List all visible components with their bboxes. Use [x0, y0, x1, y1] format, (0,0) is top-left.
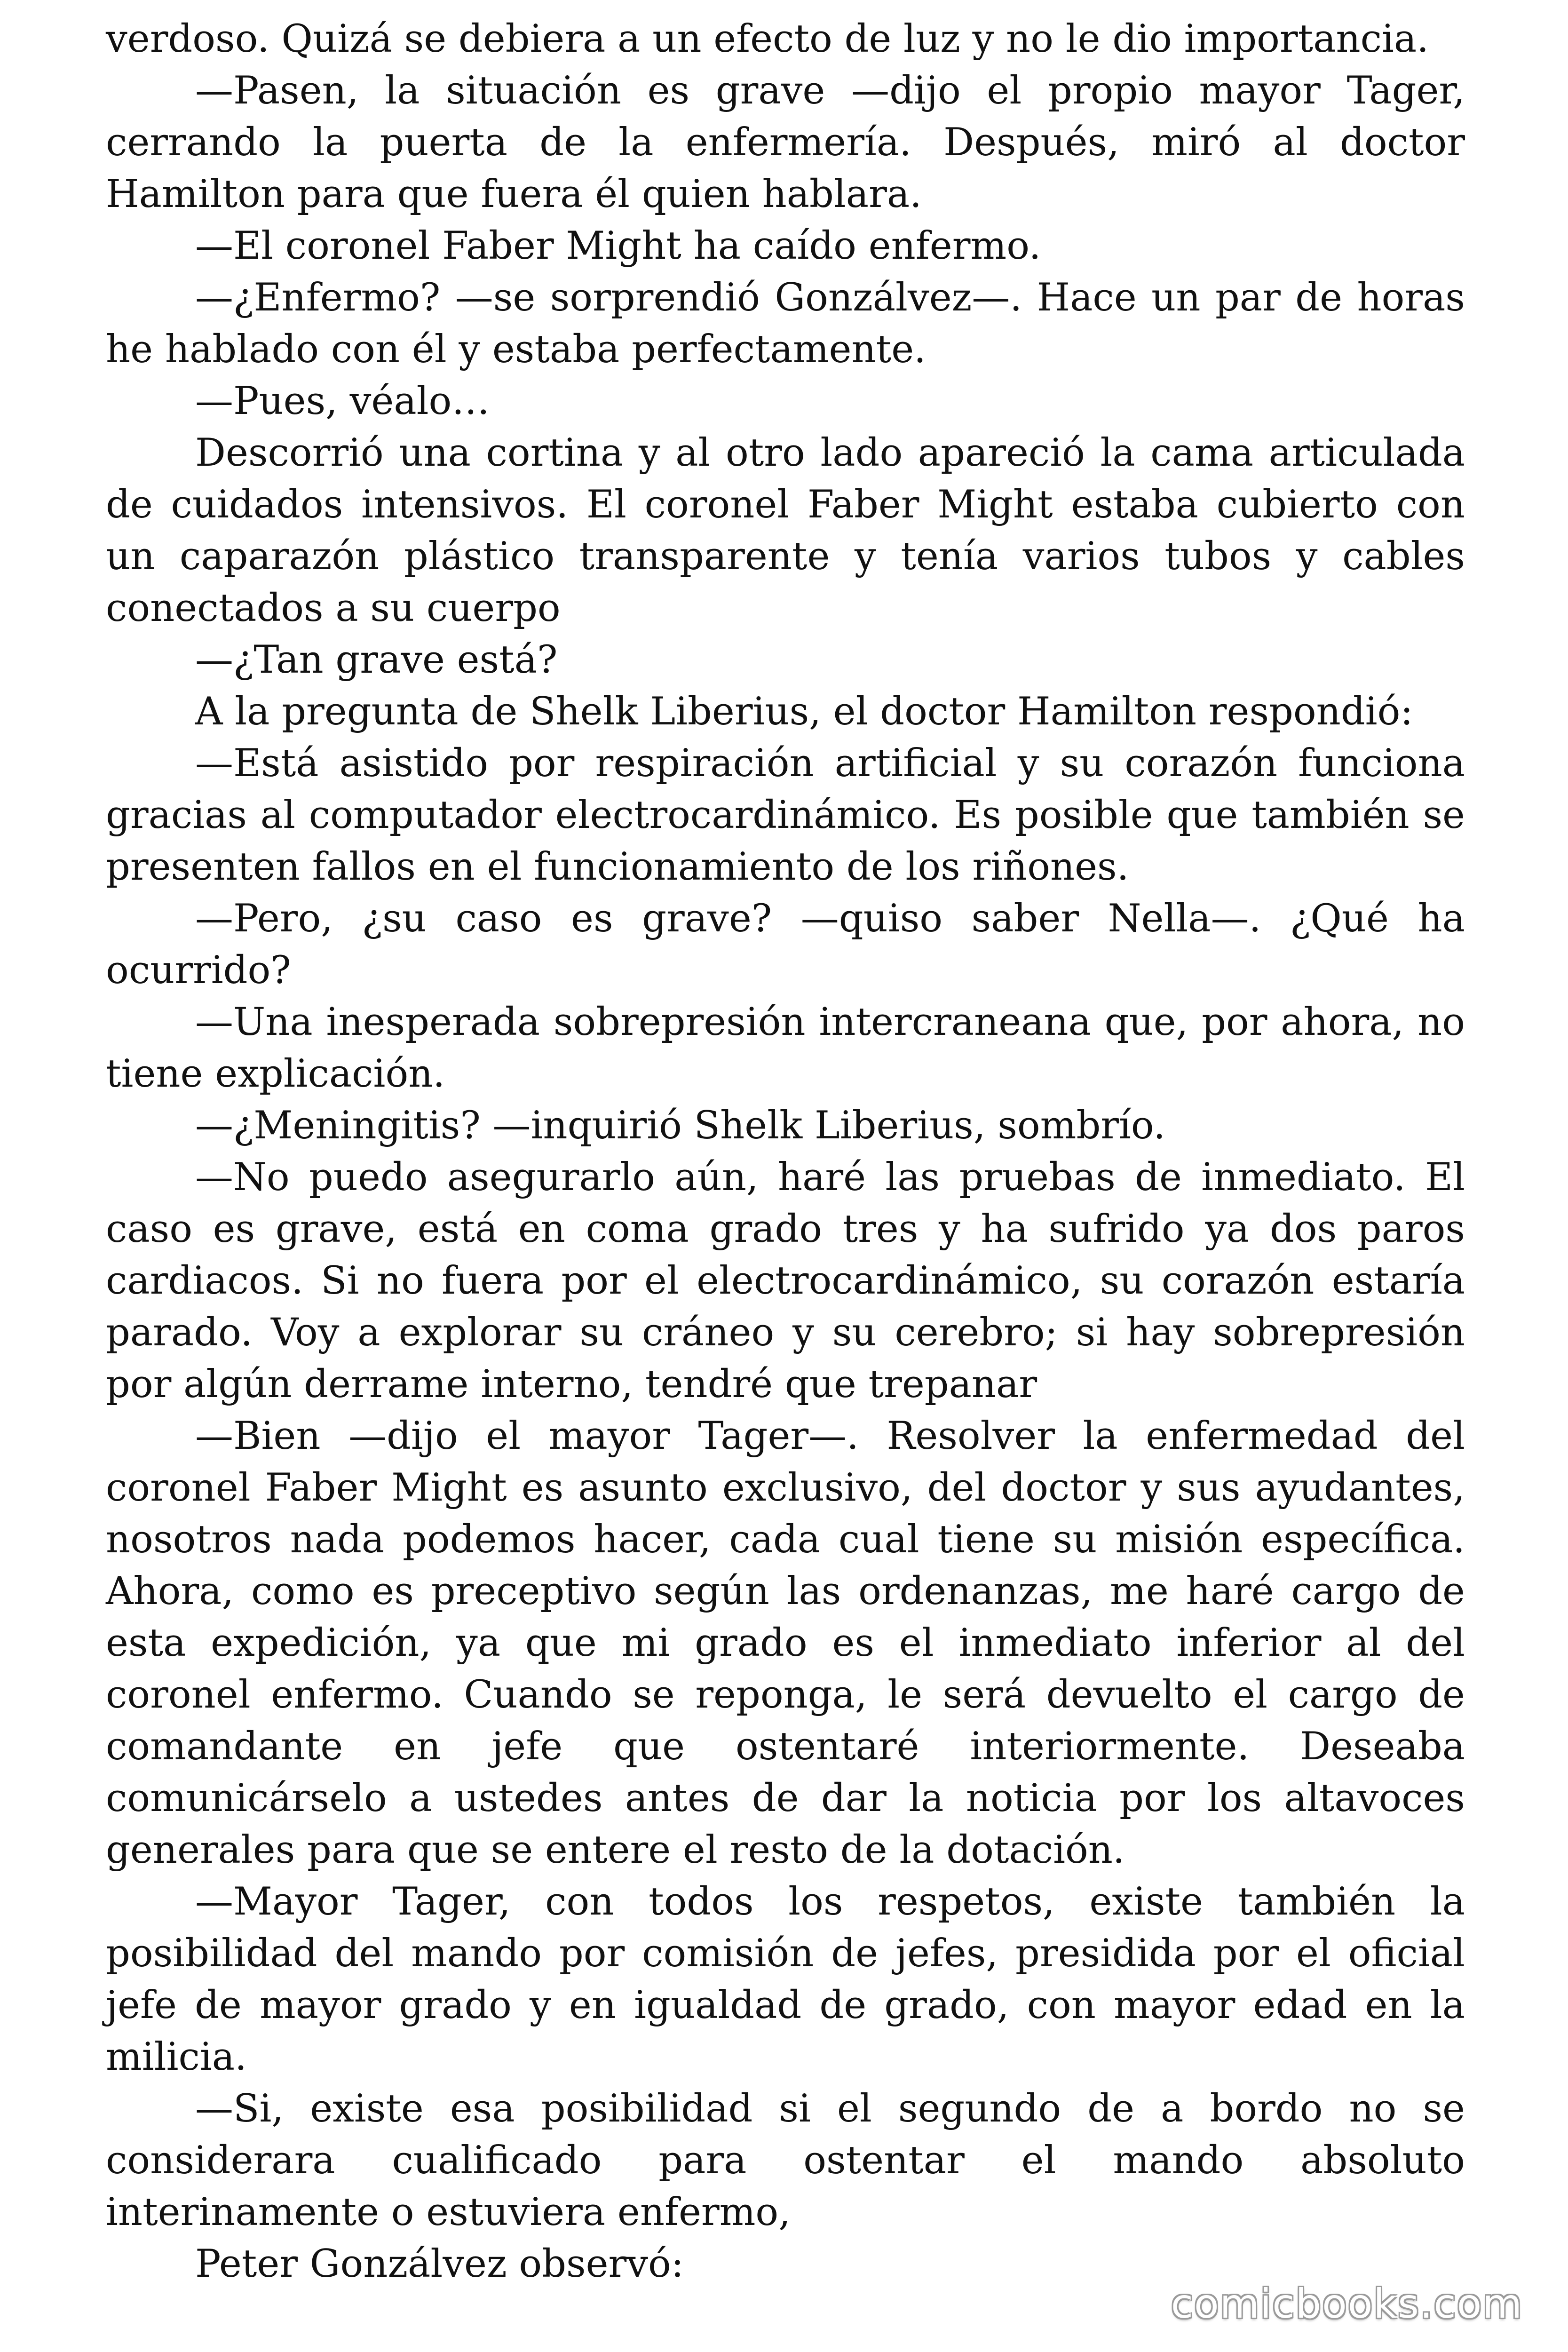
paragraph-dialogue: —¿Enfermo? —se sorprendió Gonzálvez—. Hace un par de horas he hablado con él y estaba perfectamente.	[106, 276, 1465, 372]
paragraph-dialogue: —Mayor Tager, con todos los respetos, existe también la posibilidad del mando por comisión de jefes, presidida por el oficial jefe de mayor grado y en igualdad de grado, con mayor edad en la milicia.	[106, 1880, 1465, 2079]
paragraph-narration: Descorrió una cortina y al otro lado apareció la cama articulada de cuidados intensivos. El coronel Faber Might estaba cubierto con un caparazón plástico transparente y tenía varios tubos y cables conectados a su cuerpo	[106, 431, 1465, 630]
paragraph-dialogue: —No puedo asegurarlo aún, haré las pruebas de inmediato. El caso es grave, está en coma grado tres y ha sufrido ya dos paros cardiacos. Si no fuera por el electrocardinámico, su corazón estaría parado. Voy a explorar su cráneo y su cerebro; si hay sobrepresión por algún derrame interno, tendré que trepanar	[106, 1155, 1465, 1406]
paragraph-dialogue: —Bien —dijo el mayor Tager—. Resolver la enfermedad del coronel Faber Might es asunto exclusivo, del doctor y sus ayudantes, nosotros nada podemos hacer, cada cual tiene su misión específica. Ahora, como es preceptivo según las ordenanzas, me haré cargo de esta expedición, ya que mi grado es el inmediato inferior al del coronel enfermo. Cuando se reponga, le será devuelto el cargo de comandante en jefe que ostentaré interiormente. Deseaba comunicárselo a ustedes antes de dar la noticia por los altavoces generales para que se entere el resto de la dotación.	[106, 1414, 1465, 1872]
paragraph-narration: Peter Gonzálvez observó:	[195, 2242, 684, 2286]
paragraph-dialogue: —Pasen, la situación es grave —dijo el propio mayor Tager, cerrando la puerta de la enfermería. Después, miró al doctor Hamilton para que fuera él quien hablara.	[106, 69, 1465, 216]
paragraph-dialogue: —¿Tan grave está?	[195, 638, 558, 682]
watermark-logo: comicbooks.com	[1171, 2280, 1523, 2328]
paragraph-continuation: verdoso. Quizá se debiera a un efecto de luz y no le dio importancia.	[106, 17, 1429, 61]
paragraph-narration: A la pregunta de Shelk Liberius, el doctor Hamilton respondió:	[195, 690, 1413, 734]
paragraph-dialogue: —Pero, ¿su caso es grave? —quiso saber Nella—. ¿Qué ha ocurrido?	[106, 897, 1465, 993]
paragraph-dialogue: —Una inesperada sobrepresión intercraneana que, por ahora, no tiene explicación.	[106, 1000, 1465, 1096]
paragraph-dialogue: —Pues, véalo…	[195, 379, 490, 423]
book-page-text	[106, 13, 1465, 2290]
paragraph-dialogue: —Si, existe esa posibilidad si el segundo de a bordo no se considerara cualificado para ostentar el mando absoluto interinamente o estuviera enfermo,	[106, 2087, 1465, 2234]
paragraph-dialogue: —Está asistido por respiración artificial y su corazón funciona gracias al computador electrocardinámico. Es posible que también se presenten fallos en el funcionamiento de los riñones.	[106, 741, 1465, 889]
paragraph-dialogue: —¿Meningitis? —inquirió Shelk Liberius, sombrío.	[195, 1104, 1166, 1148]
paragraph-dialogue: —El coronel Faber Might ha caído enfermo.	[195, 224, 1041, 268]
